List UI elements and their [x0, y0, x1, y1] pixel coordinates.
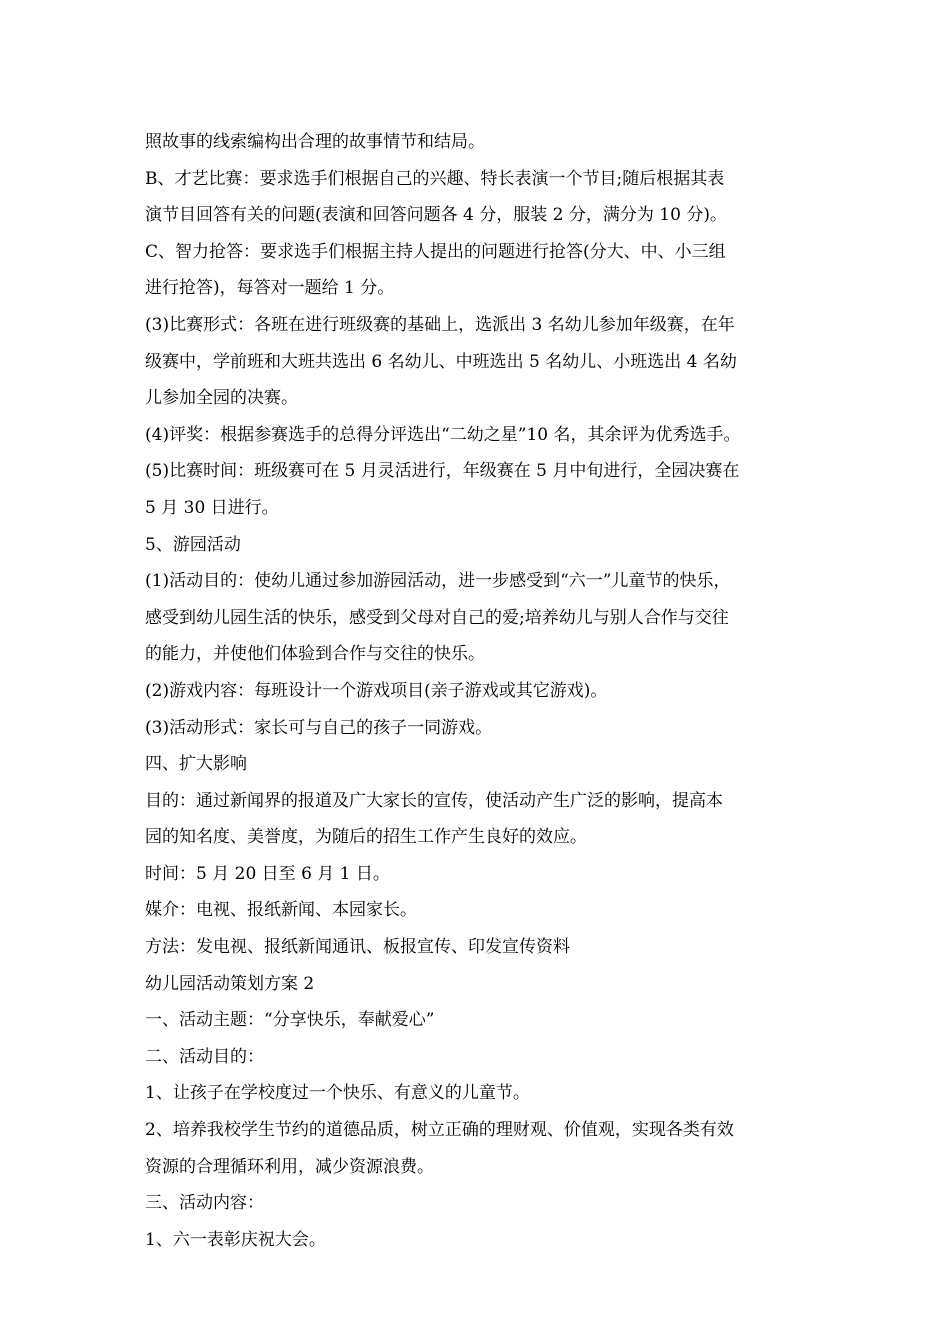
text-line: (4)评奖：根据参赛选手的总得分评选出“二幼之星”10 名，其余评为优秀选手。 — [145, 424, 741, 445]
section-heading: 三、活动内容： — [145, 1193, 264, 1214]
text-line: 儿参加全园的决赛。 — [145, 388, 298, 409]
text-line: 演节目回答有关的问题(表演和回答问题各 4 分，服装 2 分，满分为 10 分)。 — [145, 205, 727, 226]
text-line: 1、让孩子在学校度过一个快乐、有意义的儿童节。 — [145, 1083, 530, 1104]
section-heading: 四、扩大影响 — [145, 754, 247, 775]
text-line: 方法：发电视、报纸新闻通讯、板报宣传、印发宣传资料 — [145, 937, 570, 958]
text-line: 媒介：电视、报纸新闻、本园家长。 — [145, 900, 417, 921]
document-body — [145, 124, 815, 1258]
text-line: 感受到幼儿园生活的快乐，感受到父母对自己的爱;培养幼儿与别人合作与交往 — [145, 607, 729, 628]
text-line: 1、六一表彰庆祝大会。 — [145, 1229, 326, 1250]
text-line: (3)活动形式：家长可与自己的孩子一同游戏。 — [145, 717, 493, 738]
text-line: 的能力，并使他们体验到合作与交往的快乐。 — [145, 644, 485, 665]
document-title: 幼儿园活动策划方案 2 — [145, 973, 315, 994]
text-line: B、才艺比赛：要求选手们根据自己的兴趣、特长表演一个节目;随后根据其表 — [145, 168, 725, 189]
text-line: 2、培养我校学生节约的道德品质，树立正确的理财观、价值观，实现各类有效 — [145, 1120, 734, 1141]
text-line: (2)游戏内容：每班设计一个游戏项目(亲子游戏或其它游戏)。 — [145, 680, 608, 701]
text-line: 目的：通过新闻界的报道及广大家长的宣传，使活动产生广泛的影响，提高本 — [145, 790, 723, 811]
section-heading: 一、活动主题：“分享快乐，奉献爱心” — [145, 1010, 435, 1031]
text-line: 照故事的线索编构出合理的故事情节和结局。 — [145, 132, 485, 152]
text-line: 级赛中，学前班和大班共选出 6 名幼儿、中班选出 5 名幼儿、小班选出 4 名幼 — [145, 351, 737, 372]
text-line: 园的知名度、美誉度，为随后的招生工作产生良好的效应。 — [145, 827, 587, 848]
text-line: 5 月 30 日进行。 — [145, 497, 279, 518]
text-line: 进行抢答)，每答对一题给 1 分。 — [145, 278, 395, 299]
section-heading: 5、游园活动 — [145, 534, 241, 555]
text-line: (1)活动目的：使幼儿通过参加游园活动，进一步感受到“六一”儿童节的快乐， — [145, 571, 731, 592]
text-line: (5)比赛时间：班级赛可在 5 月灵活进行，年级赛在 5 月中旬进行，全园决赛在 — [145, 461, 740, 482]
text-line: C、智力抢答：要求选手们根据主持人提出的问题进行抢答(分大、中、小三组 — [145, 241, 726, 262]
section-heading: 二、活动目的： — [145, 1046, 264, 1067]
text-line: 时间：5 月 20 日至 6 月 1 日。 — [145, 863, 390, 884]
text-line: 资源的合理循环利用，减少资源浪费。 — [145, 1156, 434, 1177]
text-line: (3)比赛形式：各班在进行班级赛的基础上，选派出 3 名幼儿参加年级赛，在年 — [145, 314, 735, 335]
